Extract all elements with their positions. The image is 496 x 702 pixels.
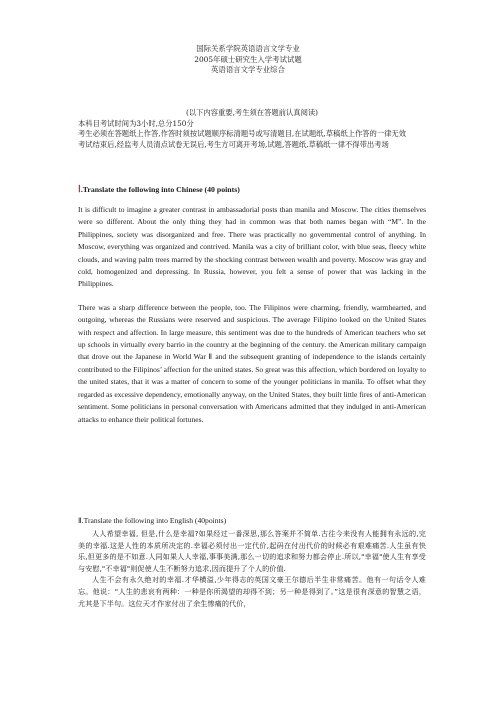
section-1 bbox=[78, 185, 426, 437]
exam-header bbox=[0, 44, 496, 76]
notice-title: (以下内容重要,考生须在答题前认真阅读) bbox=[185, 108, 319, 117]
section-2 bbox=[78, 516, 426, 609]
paragraph: 人人希望幸福, 但是,什么是幸福?如果经过一番深思,那么答案并不简单.古往今来没有人能拥有永远的,完美的幸福.这是人性的本质所决定的.幸福必须付出一定代价,起码在付出代价的时候必有艰难痛苦.人生虽有快乐,但更多的是不如意.人同如果人人幸福,事事美满,那么一切的追求和努力都会停止.所以,"幸福"使人生有享受与安慰,"不幸福"则促使人生不断努力追求,因而提升了个人的价值. bbox=[78, 529, 426, 573]
notice-item: 考生必须在答题纸上作答,作答时须按试题顺序标清题号或写清题目,在试题纸,草稿纸上作答的一律无效 bbox=[78, 129, 407, 139]
notice-item: 考试结束后,经监考人员清点试卷无误后,考生方可离开考场,试题,答题纸,草稿纸一律不得带出考场 bbox=[78, 139, 389, 149]
paragraph: 人生不会有永久绝对的幸福.才华横溢,少年得志的英国文豪王尔德后半生非常痛苦。他有一句话令人难忘。他说：“人生的悲哀有两种：一种是你所渴望的却得不到；另一种是得到了。”这是很有深意的智慧之语，尤其是下半句。这位天才作家付出了余生惨痛的代价， bbox=[78, 575, 426, 608]
notice-item: 本科目考试时间为3小时,总分150分 bbox=[78, 118, 194, 128]
section-1-title: .Translate the following into Chinese (40 points) bbox=[80, 185, 240, 194]
exam-notice bbox=[78, 108, 426, 150]
paragraph: It is difficult to imagine a greater contrast in ambassadorial posts than manila and Moscow. The cities themselves were so different. About the only thing they had in common was that both names began with “M”. In the Philippines, society was disorganized and free. There was practically no governmental control of anything. In Moscow, everything was organized and contrived. Manila was a city of brilliant color, with blue seas, fleecy white clouds, and waving palm trees marred by the shocking contrast between wealth and poverty. Moscow was gray and cold, homogenized and depressing. In Russia, however, you felt a sense of power that was lacking in the Philippines. bbox=[78, 205, 426, 289]
subject-title: 英语语言文学专业综合 bbox=[211, 65, 285, 74]
section-2-title: Ⅱ.Translate the following into English (40points) bbox=[78, 516, 227, 525]
exam-title: 2005年硕士研究生入学考试试题 bbox=[194, 54, 302, 64]
section-1-heading bbox=[78, 185, 426, 195]
paragraph: There was a sharp difference between the people, too. The Filipinos were charming, friendly, warmhearted, and outgoing, whereas the Russians were reserved and suspicious. The average Filipino looked on the United States with respect and affection. In large measure, this sentiment was due to the hundreds of American teachers who set up schools in virtually every barrio in the country at the beginning of the century. the American military campaign that drove out the Japanese in World War Ⅱ and the subsequent granting of independence to the islands certainly contributed to the Filipinos’ affection for the united states. So great was this affection, which bordered on loyalty to the united states, that it was a matter of concern to some of the younger politicians in manila. To offset what they regarded as excessive dependency, emotionally anyway, on the United States, they built little fires of anti-American sentiment. Some politicians in personal conversation with Americans admitted that they indulged in anti-American attacks to enhance their political fortunes. bbox=[78, 302, 426, 424]
institution-title: 国际关系学院英语语言文学专业 bbox=[196, 44, 300, 53]
section-1-numeral: Ⅰ bbox=[78, 185, 81, 195]
